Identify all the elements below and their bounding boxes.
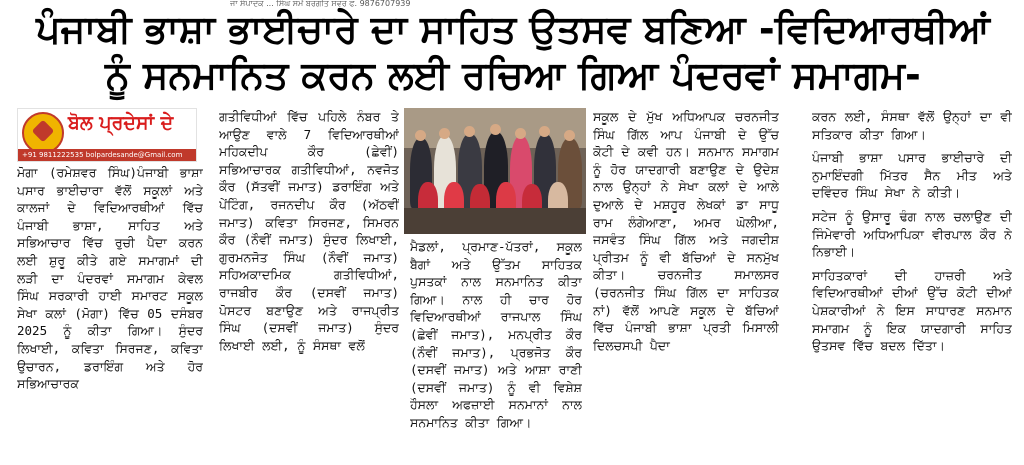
- article-column-4: [593, 108, 779, 462]
- event-photo: [404, 108, 586, 234]
- article-column-1: [17, 164, 203, 462]
- headline: [8, 6, 1018, 98]
- article-column-2: [219, 108, 399, 462]
- headline-line-1: ਪੰਜਾਬੀ ਭਾਸ਼ਾ ਭਾਈਚਾਰੇ ਦਾ ਸਾਹਿਤ ਉਤਸਵ ਬਣਿਆ -ਵਿਦਿਆਰਥੀਆਂ: [36, 7, 990, 51]
- article-paragraph: ਸਟੇਜ ਨੂੰ ਉਸਾਰੂ ਢੰਗ ਨਾਲ ਚਲਾਉਣ ਦੀ ਜਿੰਮੇਵਾਰੀ ਅਧਿਆਪਿਕਾ ਵੀਰਪਾਲ ਕੌਰ ਨੇ ਨਿਭਾਈ।: [812, 208, 1012, 260]
- article-paragraph: ਸਕੂਲ ਦੇ ਮੁੱਖ ਅਧਿਆਪਕ ਚਰਨਜੀਤ ਸਿੰਘ ਗਿੱਲ ਆਪ ਪੰਜਾਬੀ ਦੇ ਉੱਚ ਕੋਟੀ ਦੇ ਕਵੀ ਹਨ। ਸਨਮਾਨ ਸਮਾਗਮ ਨੂੰ ਹੋਰ ਯਾਦਗਾਰੀ ਬਣਾਉਣ ਦੇ ਉਦੇਸ਼ ਨਾਲ ਉਨ੍ਹਾਂ ਨੇ ਸੇਖਾ ਕਲਾਂ ਦੇ ਆਲੇ ਦੁਆਲੇ ਦੇ ਮਸ਼ਹੂਰ ਲੇਖਕਾਂ ਡਾ ਸਾਧੂ ਰਾਮ ਲੰਗੇਆਣਾ, ਅਮਰ ਘੋਲੀਆ, ਜਸਵੰਤ ਸਿੰਘ ਗਿੱਲ ਅਤੇ ਜਗਦੀਸ਼ ਪ੍ਰੀਤਮ ਨੂੰ ਵੀ ਬੱਚਿਆਂ ਦੇ ਸਨਮੁੱਖ ਕੀਤਾ। ਚਰਨਜੀਤ ਸਮਾਲਸਰ (ਚਰਨਜੀਤ ਸਿੰਘ ਗਿੱਲ ਦਾ ਸਾਹਿਤਕ ਨਾਂ) ਵੱਲੋਂ ਆਪਣੇ ਸਕੂਲ ਦੇ ਬੱਚਿਆਂ ਵਿੱਚ ਪੰਜਾਬੀ ਭਾਸ਼ਾ ਪ੍ਰਤੀ ਮਿਸਾਲੀ ਦਿਲਚਸਪੀ ਪੈਦਾ: [593, 109, 779, 353]
- article-paragraph: ਗਤੀਵਿਧੀਆਂ ਵਿੱਚ ਪਹਿਲੇ ਨੰਬਰ ਤੇ ਆਉਣ ਵਾਲੇ 7 ਵਿਦਿਆਰਥੀਆਂ ਮਹਿਕਦੀਪ ਕੌਰ (ਛੇਵੀਂ) ਸਭਿਆਚਾਰਕ ਗਤੀਵਿਧੀਆਂ, ਨਵਜੋਤ ਕੌਰ (ਸੱਤਵੀਂ ਜਮਾਤ) ਡਰਾਇੰਗ ਅਤੇ ਪੇਂਟਿੰਗ, ਰਜਨਦੀਪ ਕੌਰ (ਅੱਠਵੀਂ ਜਮਾਤ) ਕਵਿਤਾ ਸਿਰਜਣ, ਸਿਮਰਨ ਕੌਰ (ਨੌਵੀਂ ਜਮਾਤ) ਸੁੰਦਰ ਲਿਖਾਈ, ਗੁਰਮਨਜੋਤ ਸਿੰਘ (ਨੌਵੀਂ ਜਮਾਤ) ਸਹਿਅਕਾਦਮਿਕ ਗਤੀਵਿਧੀਆਂ, ਰਾਜਬੀਰ ਕੌਰ (ਦਸਵੀਂ ਜਮਾਤ) ਪੋਸਟਰ ਬਣਾਉਣ ਅਤੇ ਰਾਜਪ੍ਰੀਤ ਸਿੰਘ (ਦਸਵੀਂ ਜਮਾਤ) ਸੁੰਦਰ ਲਿਖਾਈ ਲਈ, ਨੂੰ ਸੰਸਥਾ ਵਲੋਂ: [219, 109, 399, 353]
- publication-logo: [17, 108, 197, 162]
- top-strip: ਜਾ ਸੰਪਾਦਕ ... ਸਿੰਘ ਸਮੇਂ ਬਰਗੀਤ ਸਵਰ ਫ. 9876707939: [230, 0, 411, 8]
- article-paragraph: ਮੈਡਲਾਂ, ਪ੍ਰਮਾਣ-ਪੱਤਰਾਂ, ਸਕੂਲ ਬੈਗਾਂ ਅਤੇ ਉੱਤਮ ਸਾਹਿਤਕ ਪੁਸਤਕਾਂ ਨਾਲ ਸਨਮਾਨਿਤ ਕੀਤਾ ਗਿਆ। ਨਾਲ ਹੀ ਚਾਰ ਹੋਰ ਵਿਦਿਆਰਥੀਆਂ ਰਾਜਪਾਲ ਸਿੰਘ (ਛੇਵੀਂ ਜਮਾਤ), ਮਨਪ੍ਰੀਤ ਕੌਰ (ਨੌਵੀਂ ਜਮਾਤ), ਪ੍ਰਭਜੋਤ ਕੌਰ (ਦਸਵੀਂ ਜਮਾਤ) ਅਤੇ ਆਸ਼ਾ ਰਾਣੀ (ਦਸਵੀਂ ਜਮਾਤ) ਨੂੰ ਵੀ ਵਿਸ਼ੇਸ਼ ਹੌਸਲਾ ਅਫਜ਼ਾਈ ਸਨਮਾਨਾਂ ਨਾਲ ਸਨਮਾਨਿਤ ਕੀਤਾ ਗਿਆ।: [410, 239, 582, 430]
- article-paragraph: ਮੋਗਾ (ਰਮੇਸ਼ਵਰ ਸਿੰਘ)ਪੰਜਾਬੀ ਭਾਸ਼ਾ ਪਸਾਰ ਭਾਈਚਾਰਾ ਵੱਲੋਂ ਸਕੂਲਾਂ ਅਤੇ ਕਾਲਜਾਂ ਦੇ ਵਿਦਿਆਰਥੀਆਂ ਵਿੱਚ ਪੰਜਾਬੀ ਭਾਸ਼ਾ, ਸਾਹਿਤ ਅਤੇ ਸਭਿਆਚਾਰ ਵਿੱਚ ਰੁਚੀ ਪੈਦਾ ਕਰਨ ਲਈ ਸ਼ੁਰੂ ਕੀਤੇ ਗਏ ਸਮਾਗਮਾਂ ਦੀ ਲੜੀ ਦਾ ਪੰਦਰਵਾਂ ਸਮਾਗਮ ਕੇਵਲ ਸਿੰਘ ਸਰਕਾਰੀ ਹਾਈ ਸਮਾਰਟ ਸਕੂਲ ਸੇਖਾ ਕਲਾਂ (ਮੋਗਾ) ਵਿੱਚ 05 ਦਸੰਬਰ 2025 ਨੂੰ ਕੀਤਾ ਗਿਆ। ਸੁੰਦਰ ਲਿਖਾਈ, ਕਵਿਤਾ ਸਿਰਜਣ, ਕਵਿਤਾ ਉਚਾਰਨ, ਡਰਾਇੰਗ ਅਤੇ ਹੋਰ ਸਭਿਆਚਾਰਕ: [17, 165, 203, 392]
- article-paragraph: ਕਰਨ ਲਈ, ਸੰਸਥਾ ਵੱਲੋਂ ਉਨ੍ਹਾਂ ਦਾ ਵੀ ਸਤਿਕਾਰ ਕੀਤਾ ਗਿਆ।: [812, 109, 1012, 142]
- emblem-icon: [22, 112, 64, 154]
- article-column-5: [812, 108, 1012, 438]
- logo-brand: ਬੋਲ ਪ੍ਰਦੇਸਾਂ ਦੇ: [68, 112, 174, 134]
- article-paragraph: ਪੰਜਾਬੀ ਭਾਸ਼ਾ ਪਸਾਰ ਭਾਈਚਾਰੇ ਦੀ ਨੁਮਾਇੰਦਗੀ ਮਿੱਤਰ ਸੈਨ ਮੀਤ ਅਤੇ ਦਵਿੰਦਰ ਸਿੰਘ ਸੇਖਾ ਨੇ ਕੀਤੀ।: [812, 150, 1012, 201]
- logo-contact: +91 9811222535 bolpardesande@Gmail.com: [18, 149, 196, 161]
- headline-line-2: ਨੂੰ ਸਨਮਾਨਿਤ ਕਰਨ ਲਈ ਰਚਿਆ ਗਿਆ ਪੰਦਰਵਾਂ ਸਮਾਗਮ-: [105, 53, 921, 97]
- article-column-3: [410, 238, 582, 462]
- article-paragraph: ਸਾਹਿਤਕਾਰਾਂ ਦੀ ਹਾਜ਼ਰੀ ਅਤੇ ਵਿਦਿਆਰਥੀਆਂ ਦੀਆਂ ਉੱਚ ਕੋਟੀ ਦੀਆਂ ਪੇਸ਼ਕਾਰੀਆਂ ਨੇ ਇਸ ਸਾਧਾਰਣ ਸਨਮਾਨ ਸਮਾਗਮ ਨੂੰ ਇਕ ਯਾਦਗਾਰੀ ਸਾਹਿਤ ਉਤਸਵ ਵਿੱਚ ਬਦਲ ਦਿੱਤਾ।: [812, 267, 1012, 354]
